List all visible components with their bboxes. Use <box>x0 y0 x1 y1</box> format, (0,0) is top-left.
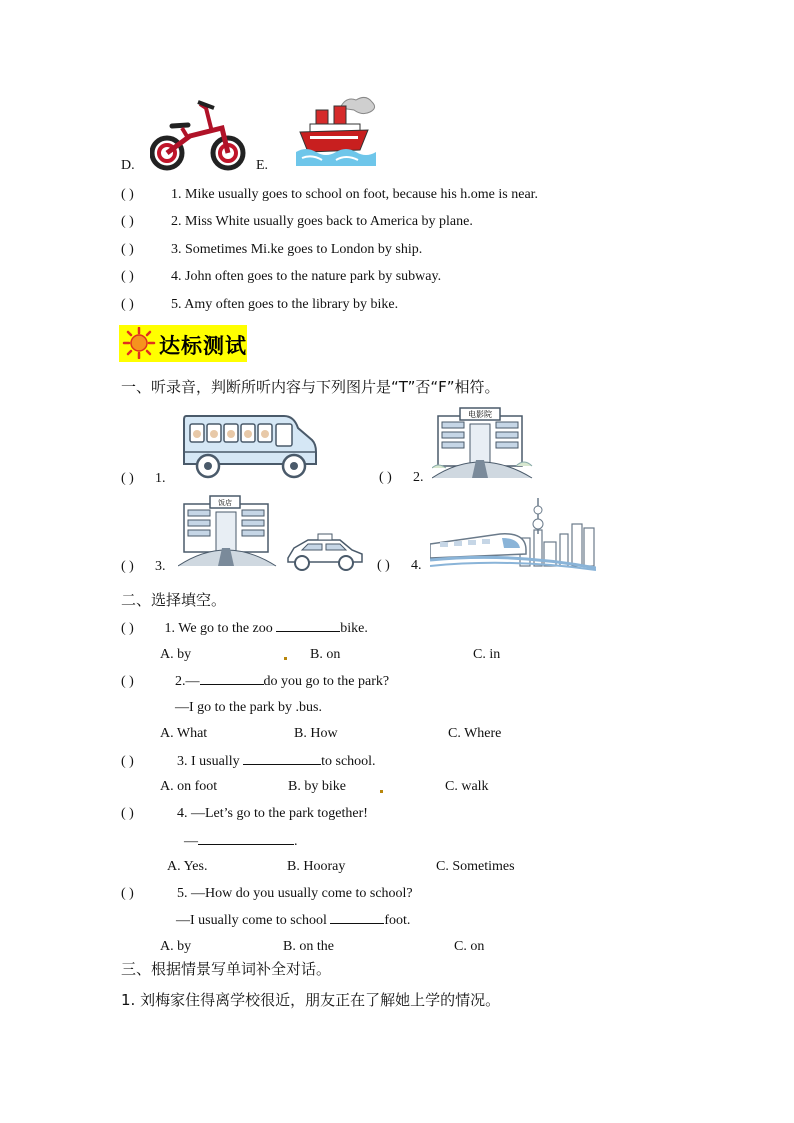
judge-item-2 <box>121 213 473 231</box>
answer-blank[interactable] <box>330 911 384 924</box>
question-text: 2.— <box>175 674 200 689</box>
judge-item-4 <box>121 268 441 286</box>
answer-paren[interactable]: ( ) <box>121 559 134 574</box>
option-e-label: E. <box>256 158 269 173</box>
balance-bike-image <box>150 98 246 172</box>
item-number: 2. <box>413 470 424 485</box>
answer-paren[interactable]: ( ) <box>121 754 134 769</box>
answer-dash: — <box>184 834 198 849</box>
stray-dot <box>284 657 287 660</box>
q3-option-c[interactable]: C. walk <box>445 779 489 794</box>
item-number: 4. <box>411 558 422 573</box>
answer-paren[interactable]: ( ) <box>379 470 392 485</box>
restaurant-sign: 饭店 <box>218 499 232 507</box>
answer-paren[interactable]: ( ) <box>121 886 134 901</box>
q1-option-a[interactable]: A. by <box>160 647 192 662</box>
q2-option-b[interactable]: B. How <box>294 726 338 741</box>
answer-blank[interactable] <box>243 752 321 765</box>
stray-dot <box>380 790 383 793</box>
listen-item-1 <box>121 470 166 488</box>
answer-blank[interactable] <box>276 619 340 632</box>
listen-item-4 <box>377 558 422 574</box>
answer-text-end: foot. <box>384 913 411 928</box>
q5-option-a[interactable]: A. by <box>160 939 192 954</box>
q3-option-a[interactable]: A. on foot <box>160 779 218 794</box>
section2-heading: 二、选择填空。 <box>121 591 227 609</box>
option-d-label: D. <box>121 158 135 173</box>
answer-paren[interactable]: ( ) <box>121 621 134 636</box>
question-text: 5. —How do you usually come to school? <box>177 886 413 901</box>
listen-item-3 <box>121 558 166 576</box>
answer-paren[interactable]: ( ) <box>121 297 134 312</box>
steamship-image <box>296 94 378 168</box>
q5-option-c[interactable]: C. on <box>454 939 485 954</box>
choice-question-4 <box>121 805 368 823</box>
q1-option-c[interactable]: C. in <box>473 647 501 662</box>
question-text-end: bike. <box>340 621 368 636</box>
choice-question-1 <box>121 619 368 638</box>
answer-text: —I usually come to school <box>176 913 331 928</box>
answer-blank[interactable] <box>200 672 264 685</box>
question-text-end: to school. <box>321 754 376 769</box>
listen-item-2 <box>379 470 424 486</box>
q3-option-b[interactable]: B. by bike <box>288 779 346 794</box>
item-number: 1. <box>155 471 166 486</box>
question-text: 3. I usually <box>177 754 244 769</box>
restaurant-image <box>178 492 278 570</box>
taxi-image <box>284 530 366 572</box>
question-text: 1. We go to the zoo <box>161 621 277 636</box>
judge-item-5 <box>121 296 398 314</box>
answer-blank[interactable] <box>198 832 294 845</box>
judge-text: 5. Amy often goes to the library by bike. <box>171 297 399 312</box>
item-number: 3. <box>155 559 166 574</box>
q2-option-c[interactable]: C. Where <box>448 726 502 741</box>
q4-option-a[interactable]: A. Yes. <box>167 859 208 874</box>
section3-heading: 三、根据情景写单词补全对话。 <box>121 960 332 978</box>
section1-heading: 一、听录音，判断所听内容与下列图片是“T”否“F”相符。 <box>121 378 500 396</box>
judge-text: 2. Miss White usually goes back to America by plane. <box>171 214 473 229</box>
choice-question-3 <box>121 752 376 771</box>
answer-paren[interactable]: ( ) <box>121 242 134 257</box>
answer-paren[interactable]: ( ) <box>121 214 134 229</box>
judge-item-1 <box>121 186 538 204</box>
question-text: 4. —Let’s go to the park together! <box>177 806 368 821</box>
q4-option-b[interactable]: B. Hooray <box>287 859 346 874</box>
q2-option-a[interactable]: A. What <box>160 726 208 741</box>
cinema-sign: 电影院 <box>468 410 492 419</box>
answer-paren[interactable]: ( ) <box>121 806 134 821</box>
choice-question-2 <box>121 672 389 691</box>
q1-option-b[interactable]: B. on <box>310 647 341 662</box>
judge-text: 4. John often goes to the nature park by subway. <box>171 269 442 284</box>
q4-answer-line <box>184 832 298 851</box>
answer-end: . <box>294 834 298 849</box>
answer-paren[interactable]: ( ) <box>121 471 134 486</box>
q2-answer-line: —I go to the park by .bus. <box>175 700 322 715</box>
answer-paren[interactable]: ( ) <box>121 674 134 689</box>
section-banner <box>119 325 247 362</box>
sun-icon <box>122 327 156 359</box>
banner-title: 达标测试 <box>159 334 247 358</box>
section3-item-1: 1. 刘梅家住得离学校很近，朋友正在了解她上学的情况。 <box>121 991 501 1009</box>
answer-paren[interactable]: ( ) <box>377 558 390 573</box>
answer-paren[interactable]: ( ) <box>121 269 134 284</box>
cinema-image <box>432 406 536 482</box>
school-bus-image <box>180 410 318 480</box>
q4-option-c[interactable]: C. Sometimes <box>436 859 515 874</box>
judge-text: 1. Mike usually goes to school on foot, because his h.ome is near. <box>171 187 539 202</box>
judge-item-3 <box>121 241 422 259</box>
judge-text: 3. Sometimes Mi.ke goes to London by ship. <box>171 242 423 257</box>
train-city-image <box>430 494 596 572</box>
answer-paren[interactable]: ( ) <box>121 187 134 202</box>
choice-question-5 <box>121 885 413 903</box>
q5-answer-line <box>176 911 410 930</box>
q5-option-b[interactable]: B. on the <box>283 939 334 954</box>
question-text-end: do you go to the park? <box>263 674 390 689</box>
